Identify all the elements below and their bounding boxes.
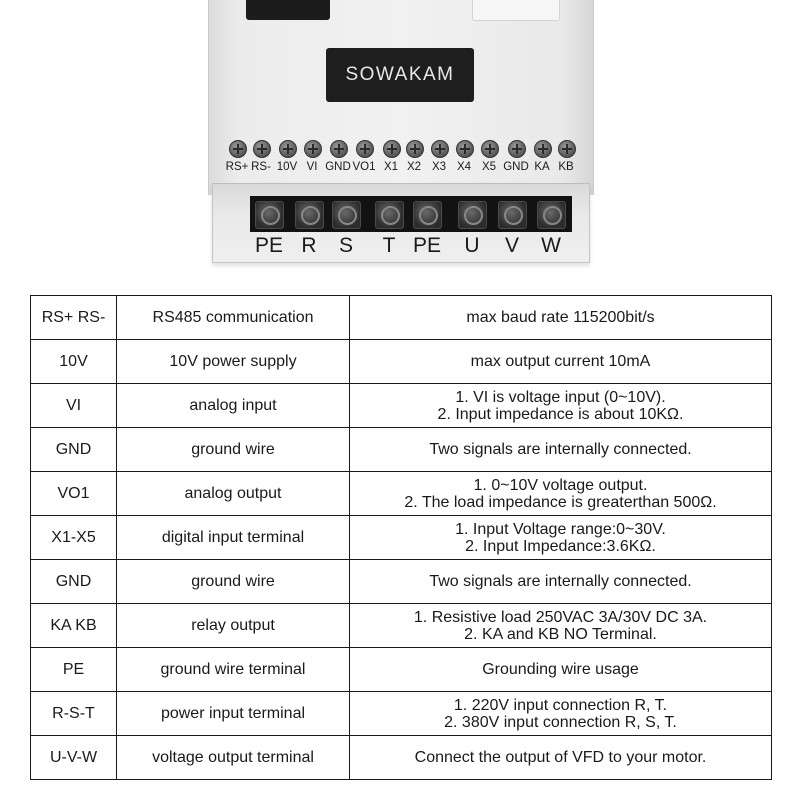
- power-terminal-screw: [413, 201, 442, 229]
- control-terminal-screw: [253, 140, 271, 158]
- description-cell: [350, 428, 772, 472]
- control-terminal-screw: [406, 140, 424, 158]
- terminal-spec-table: [30, 295, 772, 780]
- control-terminal-screw: [356, 140, 374, 158]
- description-line: Two signals are internally connected.: [429, 441, 692, 458]
- description-cell: [350, 516, 772, 560]
- control-terminal-label: RS+: [225, 161, 249, 173]
- control-terminal-label: KA: [534, 161, 550, 173]
- table-row: [31, 384, 772, 428]
- terminal-cell: PE: [31, 648, 117, 692]
- description-line: 2. Input Impedance:3.6KΩ.: [465, 537, 656, 555]
- terminal-cell: U-V-W: [31, 736, 117, 780]
- description-cell: [350, 648, 772, 692]
- power-terminal-screw: [375, 201, 404, 229]
- power-terminal-screw: [498, 201, 527, 229]
- control-terminal-screw: [304, 140, 322, 158]
- function-cell: ground wire terminal: [117, 648, 350, 692]
- control-terminal-label: X3: [431, 161, 447, 173]
- function-cell: RS485 communication: [117, 296, 350, 340]
- table-row: [31, 736, 772, 780]
- description-line: 2. The load impedance is greaterthan 500Ω.: [404, 493, 717, 511]
- power-terminal-label: S: [338, 234, 354, 257]
- description-line: 1. VI is voltage input (0~10V).: [455, 388, 666, 406]
- power-terminal-label: W: [541, 234, 561, 257]
- control-terminal-label: RS-: [251, 161, 271, 173]
- terminal-cell: GND: [31, 560, 117, 604]
- control-terminal-label: GND: [325, 161, 351, 173]
- function-cell: digital input terminal: [117, 516, 350, 560]
- control-terminal-label: X4: [456, 161, 472, 173]
- display-window: [246, 0, 330, 20]
- description-line: Two signals are internally connected.: [429, 573, 692, 590]
- description-line: Connect the output of VFD to your motor.: [414, 749, 707, 766]
- control-terminal-screw: [558, 140, 576, 158]
- description-line: 2. Input impedance is about 10KΩ.: [437, 405, 684, 423]
- description-cell: [350, 340, 772, 384]
- table-row: [31, 296, 772, 340]
- power-terminal-label: T: [382, 234, 396, 257]
- control-terminal-screw: [481, 140, 499, 158]
- control-terminal-label: X1: [383, 161, 399, 173]
- power-terminal-screw: [458, 201, 487, 229]
- function-cell: analog input: [117, 384, 350, 428]
- control-terminal-screw: [229, 140, 247, 158]
- description-cell: [350, 692, 772, 736]
- description-cell: [350, 560, 772, 604]
- description-cell: [350, 384, 772, 428]
- top-slot: [472, 0, 560, 21]
- brand-name: SOWAKAM: [345, 64, 455, 85]
- table-row: [31, 516, 772, 560]
- power-terminal-label: V: [504, 234, 520, 257]
- control-terminal-screws: [226, 140, 578, 158]
- terminal-cell: RS+ RS-: [31, 296, 117, 340]
- terminal-cell: X1-X5: [31, 516, 117, 560]
- description-line: 1. 0~10V voltage output.: [473, 476, 648, 494]
- control-terminal-label: KB: [558, 161, 574, 173]
- control-terminal-label: VO1: [352, 161, 376, 173]
- description-cell: [350, 472, 772, 516]
- table-row: [31, 340, 772, 384]
- terminal-cell: VO1: [31, 472, 117, 516]
- control-terminal-screw: [508, 140, 526, 158]
- table-row: [31, 472, 772, 516]
- power-terminal-label: PE: [412, 234, 442, 257]
- control-terminal-label: X2: [406, 161, 422, 173]
- terminal-cell: 10V: [31, 340, 117, 384]
- description-line: 2. 380V input connection R, S, T.: [444, 713, 677, 731]
- control-terminal-screw: [330, 140, 348, 158]
- description-line: max output current 10mA: [470, 353, 651, 370]
- function-cell: power input terminal: [117, 692, 350, 736]
- description-line: max baud rate 115200bit/s: [466, 309, 655, 326]
- power-terminal-label: U: [464, 234, 480, 257]
- control-terminal-screw: [279, 140, 297, 158]
- function-cell: analog output: [117, 472, 350, 516]
- description-line: 1. Input Voltage range:0~30V.: [455, 520, 666, 538]
- function-cell: 10V power supply: [117, 340, 350, 384]
- control-terminal-screw: [431, 140, 449, 158]
- power-terminal-screw: [537, 201, 566, 229]
- function-cell: ground wire: [117, 428, 350, 472]
- power-terminal-screw: [255, 201, 284, 229]
- table-row: [31, 560, 772, 604]
- vfd-device-illustration: [0, 0, 800, 275]
- function-cell: ground wire: [117, 560, 350, 604]
- power-terminal-label: R: [301, 234, 317, 257]
- table-row: [31, 428, 772, 472]
- terminal-cell: GND: [31, 428, 117, 472]
- control-terminal-label: 10V: [276, 161, 298, 173]
- table-row: [31, 692, 772, 736]
- table-row: [31, 648, 772, 692]
- control-terminal-label: VI: [306, 161, 318, 173]
- control-terminal-screw: [383, 140, 401, 158]
- description-line: 1. 220V input connection R, T.: [453, 696, 668, 714]
- brand-logo-plate: [326, 48, 474, 102]
- description-cell: [350, 604, 772, 648]
- power-terminal-label: PE: [254, 234, 284, 257]
- power-terminal-screw: [332, 201, 361, 229]
- table-row: [31, 604, 772, 648]
- control-terminal-label: X5: [481, 161, 497, 173]
- function-cell: relay output: [117, 604, 350, 648]
- control-terminal-screw: [534, 140, 552, 158]
- description-line: Grounding wire usage: [482, 661, 639, 678]
- control-terminal-label: GND: [503, 161, 529, 173]
- description-cell: [350, 296, 772, 340]
- power-terminal-screw: [295, 201, 324, 229]
- terminal-cell: R-S-T: [31, 692, 117, 736]
- terminal-cell: VI: [31, 384, 117, 428]
- description-line: 2. KA and KB NO Terminal.: [464, 625, 657, 643]
- description-cell: [350, 736, 772, 780]
- terminal-cell: KA KB: [31, 604, 117, 648]
- description-line: 1. Resistive load 250VAC 3A/30V DC 3A.: [413, 608, 708, 626]
- function-cell: voltage output terminal: [117, 736, 350, 780]
- control-terminal-screw: [456, 140, 474, 158]
